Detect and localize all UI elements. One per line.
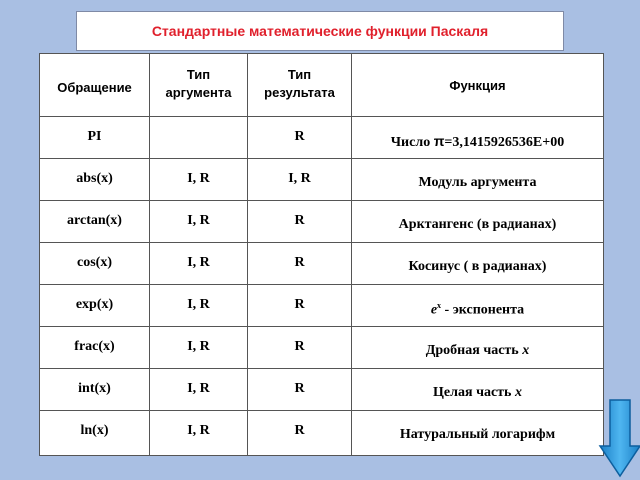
cell-call: arctan(x): [40, 201, 150, 243]
page-title: Стандартные математические функции Паскаля: [76, 11, 564, 51]
cell-arg: [150, 117, 248, 159]
cell-res: R: [248, 243, 352, 285]
cell-function: Целая часть x: [352, 369, 604, 411]
cell-call: exp(x): [40, 285, 150, 327]
header-call: Обращение: [40, 54, 150, 117]
table-header-row: [40, 54, 604, 117]
cell-res: R: [248, 327, 352, 369]
header-res-type: Тип результата: [248, 54, 352, 117]
cell-function: Арктангенс (в радианах): [352, 201, 604, 243]
table-row: [40, 285, 604, 327]
cell-function: Косинус ( в радианах): [352, 243, 604, 285]
table-row: [40, 159, 604, 201]
cell-res: R: [248, 369, 352, 411]
cell-arg: I, R: [150, 159, 248, 201]
cell-arg: I, R: [150, 411, 248, 456]
cell-arg: I, R: [150, 369, 248, 411]
arrow-down-icon[interactable]: [598, 398, 640, 480]
cell-arg: I, R: [150, 285, 248, 327]
cell-call: PI: [40, 117, 150, 159]
functions-table: [39, 53, 603, 455]
cell-call: abs(x): [40, 159, 150, 201]
table-row: [40, 411, 604, 456]
cell-res: R: [248, 201, 352, 243]
cell-function: $e^x$ - экспонента: [352, 285, 604, 327]
table-row: [40, 327, 604, 369]
cell-res: R: [248, 411, 352, 456]
table-row: [40, 117, 604, 159]
cell-res: R: [248, 117, 352, 159]
cell-call: int(x): [40, 369, 150, 411]
cell-function: Число π=3,1415926536E+00: [352, 117, 604, 159]
cell-call: cos(x): [40, 243, 150, 285]
cell-function: Дробная часть x: [352, 327, 604, 369]
cell-arg: I, R: [150, 243, 248, 285]
cell-function: Модуль аргумента: [352, 159, 604, 201]
header-function: Функция: [352, 54, 604, 117]
cell-res: R: [248, 285, 352, 327]
cell-call: frac(x): [40, 327, 150, 369]
header-arg-type: Тип аргумента: [150, 54, 248, 117]
table-row: [40, 201, 604, 243]
table-row: [40, 369, 604, 411]
cell-arg: I, R: [150, 201, 248, 243]
cell-call: ln(x): [40, 411, 150, 456]
table-row: [40, 243, 604, 285]
cell-res: I, R: [248, 159, 352, 201]
cell-function: Натуральный логарифм: [352, 411, 604, 456]
cell-arg: I, R: [150, 327, 248, 369]
